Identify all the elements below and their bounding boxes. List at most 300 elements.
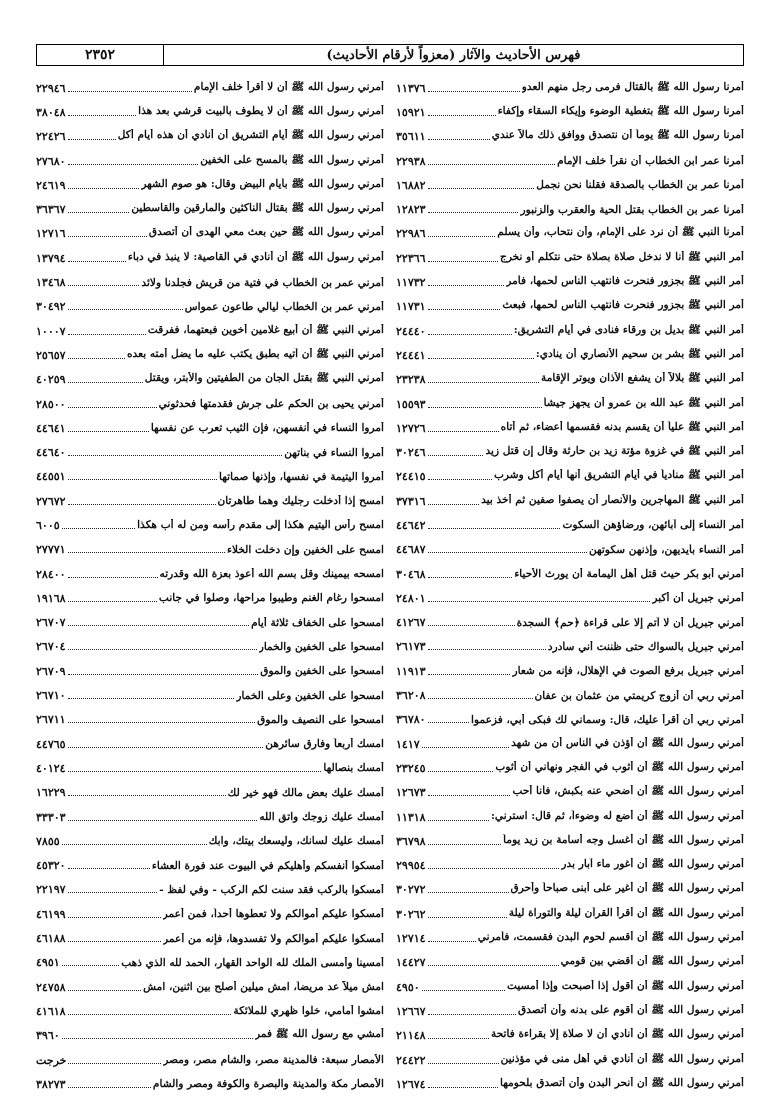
hadith-number: ٧٨٥٥: [36, 834, 60, 848]
dot-leader: [428, 212, 519, 213]
dot-leader: [68, 382, 143, 383]
page-header: [36, 44, 744, 66]
index-entry: [396, 513, 744, 537]
hadith-number: ٢٦٧٠٩: [36, 664, 66, 678]
entry-text: أمر النبي ﷺ أنا لا ندخل صلاة بصلاة حتى نتكلم أو نخرج: [500, 250, 744, 263]
index-entry: [396, 635, 744, 659]
dot-leader: [422, 990, 505, 991]
entry-text: أمرني أبو بكر حيث قتل أهل اليمامة أن يورث الأحياء: [514, 568, 744, 581]
index-entry: [36, 343, 384, 367]
dot-leader: [428, 820, 489, 821]
hadith-number: ٢٦٧٠٧: [36, 616, 66, 630]
entry-text: أمسك عليك لسانك، وليسعك بيتك، وابك: [208, 835, 384, 848]
dot-leader: [68, 990, 142, 991]
dot-leader: [68, 795, 226, 796]
hadith-number: ٣٠٤٦٨: [396, 567, 426, 581]
entry-text: أمسك بنصالها: [323, 762, 384, 775]
entry-text: أمسكوا أنفسكم وأهليكم في البيوت عند فورة العشاء: [151, 859, 384, 872]
index-entry: [36, 197, 384, 221]
entry-text: امسحوا رغام الغنم وطيبوا مراحها، وصلوا في جانب: [158, 592, 384, 605]
index-entry: [396, 416, 744, 440]
hadith-number: ٢٩٩٥٤: [396, 859, 426, 873]
entry-text: أمرني رسول الله ﷺ أن أقضي بين قومي: [560, 955, 744, 968]
index-entry: [396, 683, 744, 707]
dot-leader: [428, 115, 496, 116]
entry-text: أمرني النبي ﷺ أن أبيع غلامين أخوين فبعتهما، ففرقت: [147, 323, 384, 336]
hadith-number: ١٢٦٧٣: [396, 786, 426, 800]
hadith-number: ٢٣٢٤٥: [396, 761, 426, 775]
dot-leader: [68, 236, 147, 237]
hadith-number: ٢٧٦٨٠: [36, 154, 66, 168]
entry-text: امسك أربعاً وفارق سائرهن: [265, 738, 384, 751]
index-entry: [396, 781, 744, 805]
hadith-number: ٤٠٢٥٩: [36, 373, 66, 387]
hadith-number: ٢٤٤٤١: [396, 348, 426, 362]
dot-leader: [428, 407, 542, 408]
dot-leader: [428, 455, 484, 456]
entry-text: أمرني رسول الله ﷺ حين بعث معي الهدى أن أتصدق: [148, 226, 384, 239]
index-entry: [396, 76, 744, 100]
hadith-number: ١٢٧١٤: [396, 932, 426, 946]
entry-text: أمرنا عمر بن الخطاب بالصدقة فقلنا نحن نجمل: [536, 179, 744, 192]
dot-leader: [428, 868, 560, 869]
index-entry: [36, 319, 384, 343]
dot-leader: [68, 722, 256, 723]
index-entry: [396, 732, 744, 756]
entry-text: أمسكوا بالركب فقد سنت لكم الركب - وفي لفظ -: [159, 883, 384, 896]
entry-text: امسحوا على الخفاف ثلاثة أيام: [251, 616, 384, 629]
entry-text: أمرني ربي أن أقرأ عليك، قال: وسماني لك فبكى أبي، فزعموا: [471, 713, 744, 726]
hadith-number: ١٥٥٩٣: [396, 397, 426, 411]
entry-text: أمر النبي ﷺ علياً أن يقسم بدنه فقسمها أعضاء، ثم أتاه: [500, 420, 744, 433]
index-entry: [396, 270, 744, 294]
page-number: ٢٣٥٢: [84, 46, 116, 63]
index-entry: [36, 368, 384, 392]
index-entry: [36, 635, 384, 659]
dot-leader: [428, 941, 476, 942]
entry-text: الأمصار مكة والمدينة والبصرة والكوفة ومصر والشام: [152, 1078, 384, 1091]
hadith-number: ١٣٧٩٤: [36, 251, 66, 265]
dot-leader: [68, 431, 149, 432]
hadith-number: ١٦٢٢٩: [36, 786, 66, 800]
hadith-number: ٤٤٧٦٥: [36, 737, 66, 751]
entry-text: أمر النبي ﷺ في غزوة مؤتة زيد بن حارثة وقال إن قتل زيد: [485, 445, 744, 458]
index-entry: [396, 902, 744, 926]
hadith-number: ٣٠٢٧٢: [396, 883, 426, 897]
index-entry: [36, 100, 384, 124]
hadith-number: ٢١١٤٨: [396, 1029, 426, 1043]
index-entry: [396, 1024, 744, 1048]
hadith-number: ٢٦١٧٣: [396, 640, 426, 654]
dot-leader: [428, 261, 498, 262]
dot-leader: [428, 334, 512, 335]
entry-text: أمرني رسول الله ﷺ بقتال الناكثين والمارقين والقاسطين: [131, 202, 384, 215]
hadith-number: ١١٧٣١: [396, 300, 426, 314]
hadith-number: ٣٠٢٦٢: [396, 907, 426, 921]
entry-text: أمرني جبريل أن لا آتم إلا على قراءة ﴿حم﴾ السجدة: [516, 616, 744, 629]
index-entry: [36, 878, 384, 902]
dot-leader: [68, 625, 250, 626]
entry-text: أمروا النساء في أنفسهن، فإن الثيب تعرب عن نفسها: [150, 422, 384, 435]
index-entry: [396, 392, 744, 416]
entry-text: الأمصار سبعة: فالمدينة مصر، والشام مصر، ومصر: [163, 1054, 384, 1067]
index-entry: [36, 465, 384, 489]
index-entry: [36, 513, 384, 537]
index-entry: [36, 295, 384, 319]
dot-leader: [62, 844, 207, 845]
dot-leader: [68, 164, 199, 165]
entry-text: أمسك عليك زوجك واتق الله: [259, 811, 384, 824]
index-entry: [36, 440, 384, 464]
entry-text: امسح على الخفين وإن دخلت الخلاء: [227, 543, 384, 556]
hadith-number: ٤٤٦٤٠: [36, 446, 66, 460]
entry-text: أمرني يحيى بن الحكم على جرش فقدمتها فحدثوني: [158, 398, 384, 410]
dot-leader: [428, 625, 515, 626]
dot-leader: [68, 455, 283, 456]
hadith-number: ١١٣٧٦: [396, 81, 426, 95]
hadith-number: ٢٧٦٧٢: [36, 494, 66, 508]
page-title: فهرس الأحاديث والآثار (معزواً لأرقام الأحاديث): [163, 45, 743, 65]
entry-text: أمر النساء إلى آبائهن، ورضاؤهن السكوت: [562, 519, 744, 532]
dot-leader: [428, 479, 492, 480]
dot-leader: [428, 965, 559, 966]
hadith-number: ٢٤٧٥٨: [36, 980, 66, 994]
hadith-number: ٣٠٢٤٦: [396, 446, 426, 460]
index-columns: [36, 76, 744, 1116]
dot-leader: [428, 1087, 498, 1088]
index-entry: [36, 222, 384, 246]
entry-text: أمر النبي ﷺ عبد الله بن عمرو أن يجهز جيشاً: [543, 396, 744, 409]
entry-text: امش ميلاً عد مريضاً، امش ميلين أصلح بين اثنين، امش: [143, 981, 384, 994]
hadith-number: ١٢٧١٦: [36, 227, 66, 241]
entry-text: أمرنا رسول الله ﷺ بالقتال فرمى رجل منهم العدو: [521, 80, 744, 93]
dot-leader: [428, 698, 533, 699]
hadith-number: ٢٤٨٠١: [396, 591, 426, 605]
index-entry: [396, 295, 744, 319]
dot-leader: [68, 1014, 232, 1015]
hadith-number: ١١٩١٣: [396, 664, 426, 678]
entry-text: أمرني رسول الله ﷺ أن أقول إذا أصبحت وإذا أمسيت: [506, 979, 744, 992]
hadith-number: ٣٦٢٠٨: [396, 689, 426, 703]
entry-text: أمرني رسول الله ﷺ أن أؤذن في الناس أن من شهد: [511, 736, 744, 749]
dot-leader: [68, 358, 125, 359]
entry-text: أمرني رسول الله ﷺ أن أنادي في القاصية: لا ينبذ في دباء: [127, 250, 384, 263]
dot-leader: [428, 91, 520, 92]
entry-text: أمرني رسول الله ﷺ أن أغسل وجه أسامة بن زيد يوماً: [503, 833, 744, 846]
entry-text: أمرني رسول الله ﷺ أن أضحي عنه بكبش، فأنا أحب: [512, 785, 744, 798]
index-entry: [36, 611, 384, 635]
index-entry: [396, 149, 744, 173]
index-entry: [36, 173, 384, 197]
entry-text: أمرني جبريل أن أكبر: [652, 592, 744, 605]
hadith-number: ٢٢٩٨٦: [396, 227, 426, 241]
dot-leader: [68, 577, 158, 578]
entry-text: أمرني النبي ﷺ أن آتيه بطبق يكتب عليه ما يضل أمته بعده: [127, 347, 384, 360]
index-entry: [36, 951, 384, 975]
index-entry: [36, 805, 384, 829]
hadith-number: ١١٧٣٢: [396, 276, 426, 290]
index-entry: [36, 489, 384, 513]
hadith-number: ٣٦٧٩٨: [396, 834, 426, 848]
hadith-number: ١٢٧٢٦: [396, 421, 426, 435]
hadith-number: ٤٠١٢٤: [36, 761, 66, 775]
hadith-number: ١٢٦٧٤: [396, 1077, 426, 1091]
dot-leader: [68, 917, 161, 918]
entry-text: أمرني جبريل بالسواك حتى ظننت أني سأدرد: [547, 640, 744, 653]
dot-leader: [428, 285, 505, 286]
index-entry: [396, 440, 744, 464]
hadith-number: ٣٥٦١١: [396, 130, 426, 144]
index-entry: [396, 125, 744, 149]
index-entry: [36, 1072, 384, 1096]
dot-leader: [68, 115, 137, 116]
index-entry: [36, 659, 384, 683]
dot-leader: [68, 309, 183, 310]
dot-leader: [428, 552, 587, 553]
hadith-number: ٢٨٤٠٠: [36, 567, 66, 581]
dot-leader: [428, 577, 513, 578]
dot-leader: [428, 236, 496, 237]
dot-leader: [68, 941, 161, 942]
entry-text: أمر النبي ﷺ بجزور فنحرت فانتهب الناس لحمها، فأمر: [506, 275, 744, 288]
index-entry: [396, 562, 744, 586]
dot-leader: [428, 309, 501, 310]
index-entry: [36, 76, 384, 100]
hadith-number: ١٣٤٦٨: [36, 276, 66, 290]
entry-text: أمرني رسول الله ﷺ أن لا يطوف بالبيت قرشي بعد هذا: [138, 104, 384, 117]
dot-leader: [428, 1038, 489, 1039]
index-entry: [396, 489, 744, 513]
hadith-number: ١٢٨٢٣: [396, 203, 426, 217]
entry-text: أمسكوا عليكم أموالكم ولا تعطوها أحداً، فمن أعمر: [162, 908, 384, 921]
entry-text: امشوا أمامي، خلوا ظهري للملائكة: [233, 1005, 384, 1018]
dot-leader: [68, 139, 116, 140]
dot-leader: [68, 504, 216, 505]
index-entry: [396, 999, 744, 1023]
index-entry: [36, 829, 384, 853]
index-entry: [396, 319, 744, 343]
hadith-number: ٤٤٦٨٧: [396, 543, 426, 557]
entry-text: أمرني رسول الله ﷺ أن أقوم على بدنه وأن أتصدق: [517, 1003, 744, 1016]
index-entry: [396, 975, 744, 999]
dot-leader: [428, 382, 539, 383]
dot-leader: [68, 649, 257, 650]
index-entry: [396, 368, 744, 392]
index-entry: [36, 854, 384, 878]
index-entry: [396, 611, 744, 635]
entry-text: أمرني عمر بن الخطاب ليالي طاعون عمواس: [184, 300, 384, 313]
dot-leader: [428, 1014, 516, 1015]
dot-leader: [68, 601, 157, 602]
dot-leader: [428, 601, 651, 602]
index-entry: [36, 149, 384, 173]
hadith-number: ١٤١٧: [396, 737, 420, 751]
dot-leader: [428, 892, 509, 893]
entry-text: امسحه بيمينك وقل بسم الله أعوذ بعزة الله وقدرته: [159, 568, 384, 581]
dot-leader: [68, 674, 259, 675]
dot-leader: [62, 1038, 253, 1039]
index-page: [36, 44, 744, 66]
hadith-number: ٤٩٥٠: [396, 980, 420, 994]
hadith-number: ٤١٢٦٧: [396, 616, 426, 630]
dot-leader: [428, 164, 556, 165]
dot-leader: [68, 91, 192, 92]
entry-text: أمرني رسول الله ﷺ بالمسح على الخفين: [200, 153, 384, 166]
index-entry: [396, 222, 744, 246]
hadith-number: ٣٠٤٩٢: [36, 300, 66, 314]
index-entry: [396, 586, 744, 610]
dot-leader: [68, 188, 140, 189]
hadith-number: ٢٦٧٠٤: [36, 640, 66, 654]
dot-leader: [428, 504, 480, 505]
index-entry: [396, 829, 744, 853]
index-entry: [396, 197, 744, 221]
index-entry: [396, 100, 744, 124]
dot-leader: [428, 431, 499, 432]
hadith-number: خرجت: [36, 1053, 67, 1067]
dot-leader: [68, 1087, 151, 1088]
index-entry: [36, 392, 384, 416]
hadith-number: ٢٤٦١٩: [36, 178, 66, 192]
hadith-number: ٣٨٠٤٨: [36, 105, 66, 119]
dot-leader: [62, 528, 135, 529]
hadith-number: ١٥٩٢١: [396, 105, 426, 119]
hadith-number: ٣٦٧٨٠: [396, 713, 426, 727]
hadith-number: ٤١٦١٨: [36, 1004, 66, 1018]
entry-text: أمسك عليك بعض مالك فهو خير لك: [227, 786, 384, 799]
dot-leader: [428, 722, 470, 723]
hadith-number: ٤٩٥١: [36, 956, 60, 970]
dot-leader: [68, 334, 146, 335]
index-entry: [396, 246, 744, 270]
entry-text: أمرني رسول الله ﷺ أن أقسم لحوم البدن فقسمت، فأمرني: [477, 931, 744, 944]
entry-text: أمرني جبريل برفع الصوت في الإهلال، فإنه من شعار: [512, 665, 744, 678]
dot-leader: [428, 771, 494, 772]
index-entry: [396, 854, 744, 878]
entry-text: أمشي مع رسول الله ﷺ فمر: [254, 1028, 384, 1041]
entry-text: أمروا النساء في بناتهن: [284, 446, 384, 459]
hadith-number: ٢٢٣٦٦: [396, 251, 426, 265]
hadith-number: ٦٠٠٥: [36, 518, 60, 532]
dot-leader: [68, 698, 235, 699]
dot-leader: [428, 188, 535, 189]
hadith-number: ٢٦٧١٠: [36, 689, 66, 703]
dot-leader: [428, 844, 502, 845]
entry-text: أمرني رسول الله ﷺ أن أضع له وضوءاً، ثم قال: استرني:: [490, 809, 744, 822]
dot-leader: [428, 649, 546, 650]
hadith-number: ٢٥٦٥٧: [36, 348, 66, 362]
dot-leader: [428, 139, 490, 140]
entry-text: أمرنا عمر ابن الخطاب أن نقرأ خلف الإمام: [557, 155, 744, 168]
dot-leader: [428, 917, 507, 918]
hadith-number: ٢٤٤١٥: [396, 470, 426, 484]
dot-leader: [68, 261, 126, 262]
dot-leader: [68, 771, 322, 772]
index-entry: [396, 1048, 744, 1072]
index-entry: [396, 465, 744, 489]
entry-text: أمرني رسول الله ﷺ أن أنحر البدن وأن أتصدق بلحومها: [499, 1076, 744, 1089]
index-entry: [396, 708, 744, 732]
index-entry: [396, 343, 744, 367]
index-entry: [36, 270, 384, 294]
index-entry: [36, 1048, 384, 1072]
index-entry: [36, 416, 384, 440]
dot-leader: [68, 868, 150, 869]
index-entry: [36, 975, 384, 999]
entry-text: أمروا اليتيمة في نفسها، وإذنها صماتها: [219, 470, 384, 483]
entry-text: امسح رأس اليتيم هكذا إلى مقدم رأسه ومن له أب هكذا: [137, 519, 384, 532]
hadith-number: ٣٩٦٠: [36, 1029, 60, 1043]
entry-text: أمرنا عمر بن الخطاب بقتل الحية والعقرب والزنبور: [520, 203, 744, 216]
index-entry: [396, 926, 744, 950]
dot-leader: [68, 747, 264, 748]
index-entry: [36, 586, 384, 610]
hadith-number: ٢٢٩٣٨: [396, 154, 426, 168]
hadith-number: ٢٦٧١١: [36, 713, 66, 727]
entry-text: امسحوا على الخفين والموق: [260, 665, 384, 678]
index-entry: [36, 902, 384, 926]
index-entry: [36, 562, 384, 586]
hadith-number: ١١٣١٨: [396, 810, 426, 824]
entry-text: أمرني رسول الله ﷺ أن أغير على أبنى صباحاً وأحرق: [510, 882, 744, 895]
entry-text: أمرني رسول الله ﷺ أن أنادي في أهل منى في مؤذنين: [500, 1052, 744, 1065]
hadith-number: ٢٨٥٠٠: [36, 397, 66, 411]
entry-text: أمسكوا عليكم أموالكم ولا تفسدوها، فإنه من أعمر: [163, 932, 384, 945]
entry-text: أمرني رسول الله ﷺ أن أنادي أن لا صلاة إلا بقراءة فاتحة: [491, 1028, 744, 1041]
hadith-number: ١٠٠٠٧: [36, 324, 66, 338]
hadith-number: ٣٣٣٠٣: [36, 810, 66, 824]
entry-text: أمرني رسول الله ﷺ أن أغور ماء آبار بدر: [561, 858, 744, 871]
index-entry: [396, 538, 744, 562]
hadith-number: ٢٣٢٣٨: [396, 373, 426, 387]
index-entry: [36, 999, 384, 1023]
hadith-number: ٢٤٤٢٢: [396, 1053, 426, 1067]
entry-text: أمر النبي ﷺ منادياً في أيام التشريق أنها أيام أكل وشرب: [493, 469, 744, 482]
index-entry: [396, 805, 744, 829]
index-entry: [36, 781, 384, 805]
entry-text: أمرني النبي ﷺ بقتل الجان من الطفيتين والأبتر، ويقتل: [144, 372, 384, 385]
dot-leader: [68, 285, 140, 286]
index-entry: [36, 732, 384, 756]
hadith-number: ١٢٦٦٧: [396, 1004, 426, 1018]
index-entry: [36, 246, 384, 270]
entry-text: امسحوا على الخفين وعلى الخمار: [236, 689, 384, 702]
dot-leader: [68, 552, 225, 553]
dot-leader: [68, 1063, 161, 1064]
hadith-number: ٣٦٣٦٧: [36, 203, 66, 217]
hadith-number: ٤٦١٨٨: [36, 932, 66, 946]
hadith-number: ٣٧٣١٦: [396, 494, 426, 508]
hadith-number: ٤٦١٩٩: [36, 907, 66, 921]
index-entry: [36, 708, 384, 732]
index-entry: [396, 756, 744, 780]
index-entry: [396, 1072, 744, 1096]
dot-leader: [68, 892, 158, 893]
entry-text: امسحوا على الخفين والخمار: [258, 640, 384, 653]
hadith-number: ٢٢٤٢٦: [36, 130, 66, 144]
dot-leader: [428, 1063, 499, 1064]
index-entry: [36, 125, 384, 149]
entry-text: أمرني رسول الله ﷺ أن أقرأ القرآن ليلة والتوراة ليلة: [508, 906, 744, 919]
entry-text: أمر النبي ﷺ بجزور فنحرت فانتهب الناس لحمها، فبعث: [502, 299, 744, 312]
entry-text: أمرنا رسول الله ﷺ بتغطية الوضوء وإيكاء السقاء وإكفاء: [497, 104, 744, 117]
dot-leader: [428, 528, 561, 529]
dot-leader: [428, 795, 511, 796]
index-entry: [36, 683, 384, 707]
dot-leader: [68, 407, 157, 408]
entry-text: أمرنا رسول الله ﷺ يوماً أن نتصدق ووافق ذلك مالاً عندي: [491, 129, 744, 142]
dot-leader: [68, 479, 217, 480]
